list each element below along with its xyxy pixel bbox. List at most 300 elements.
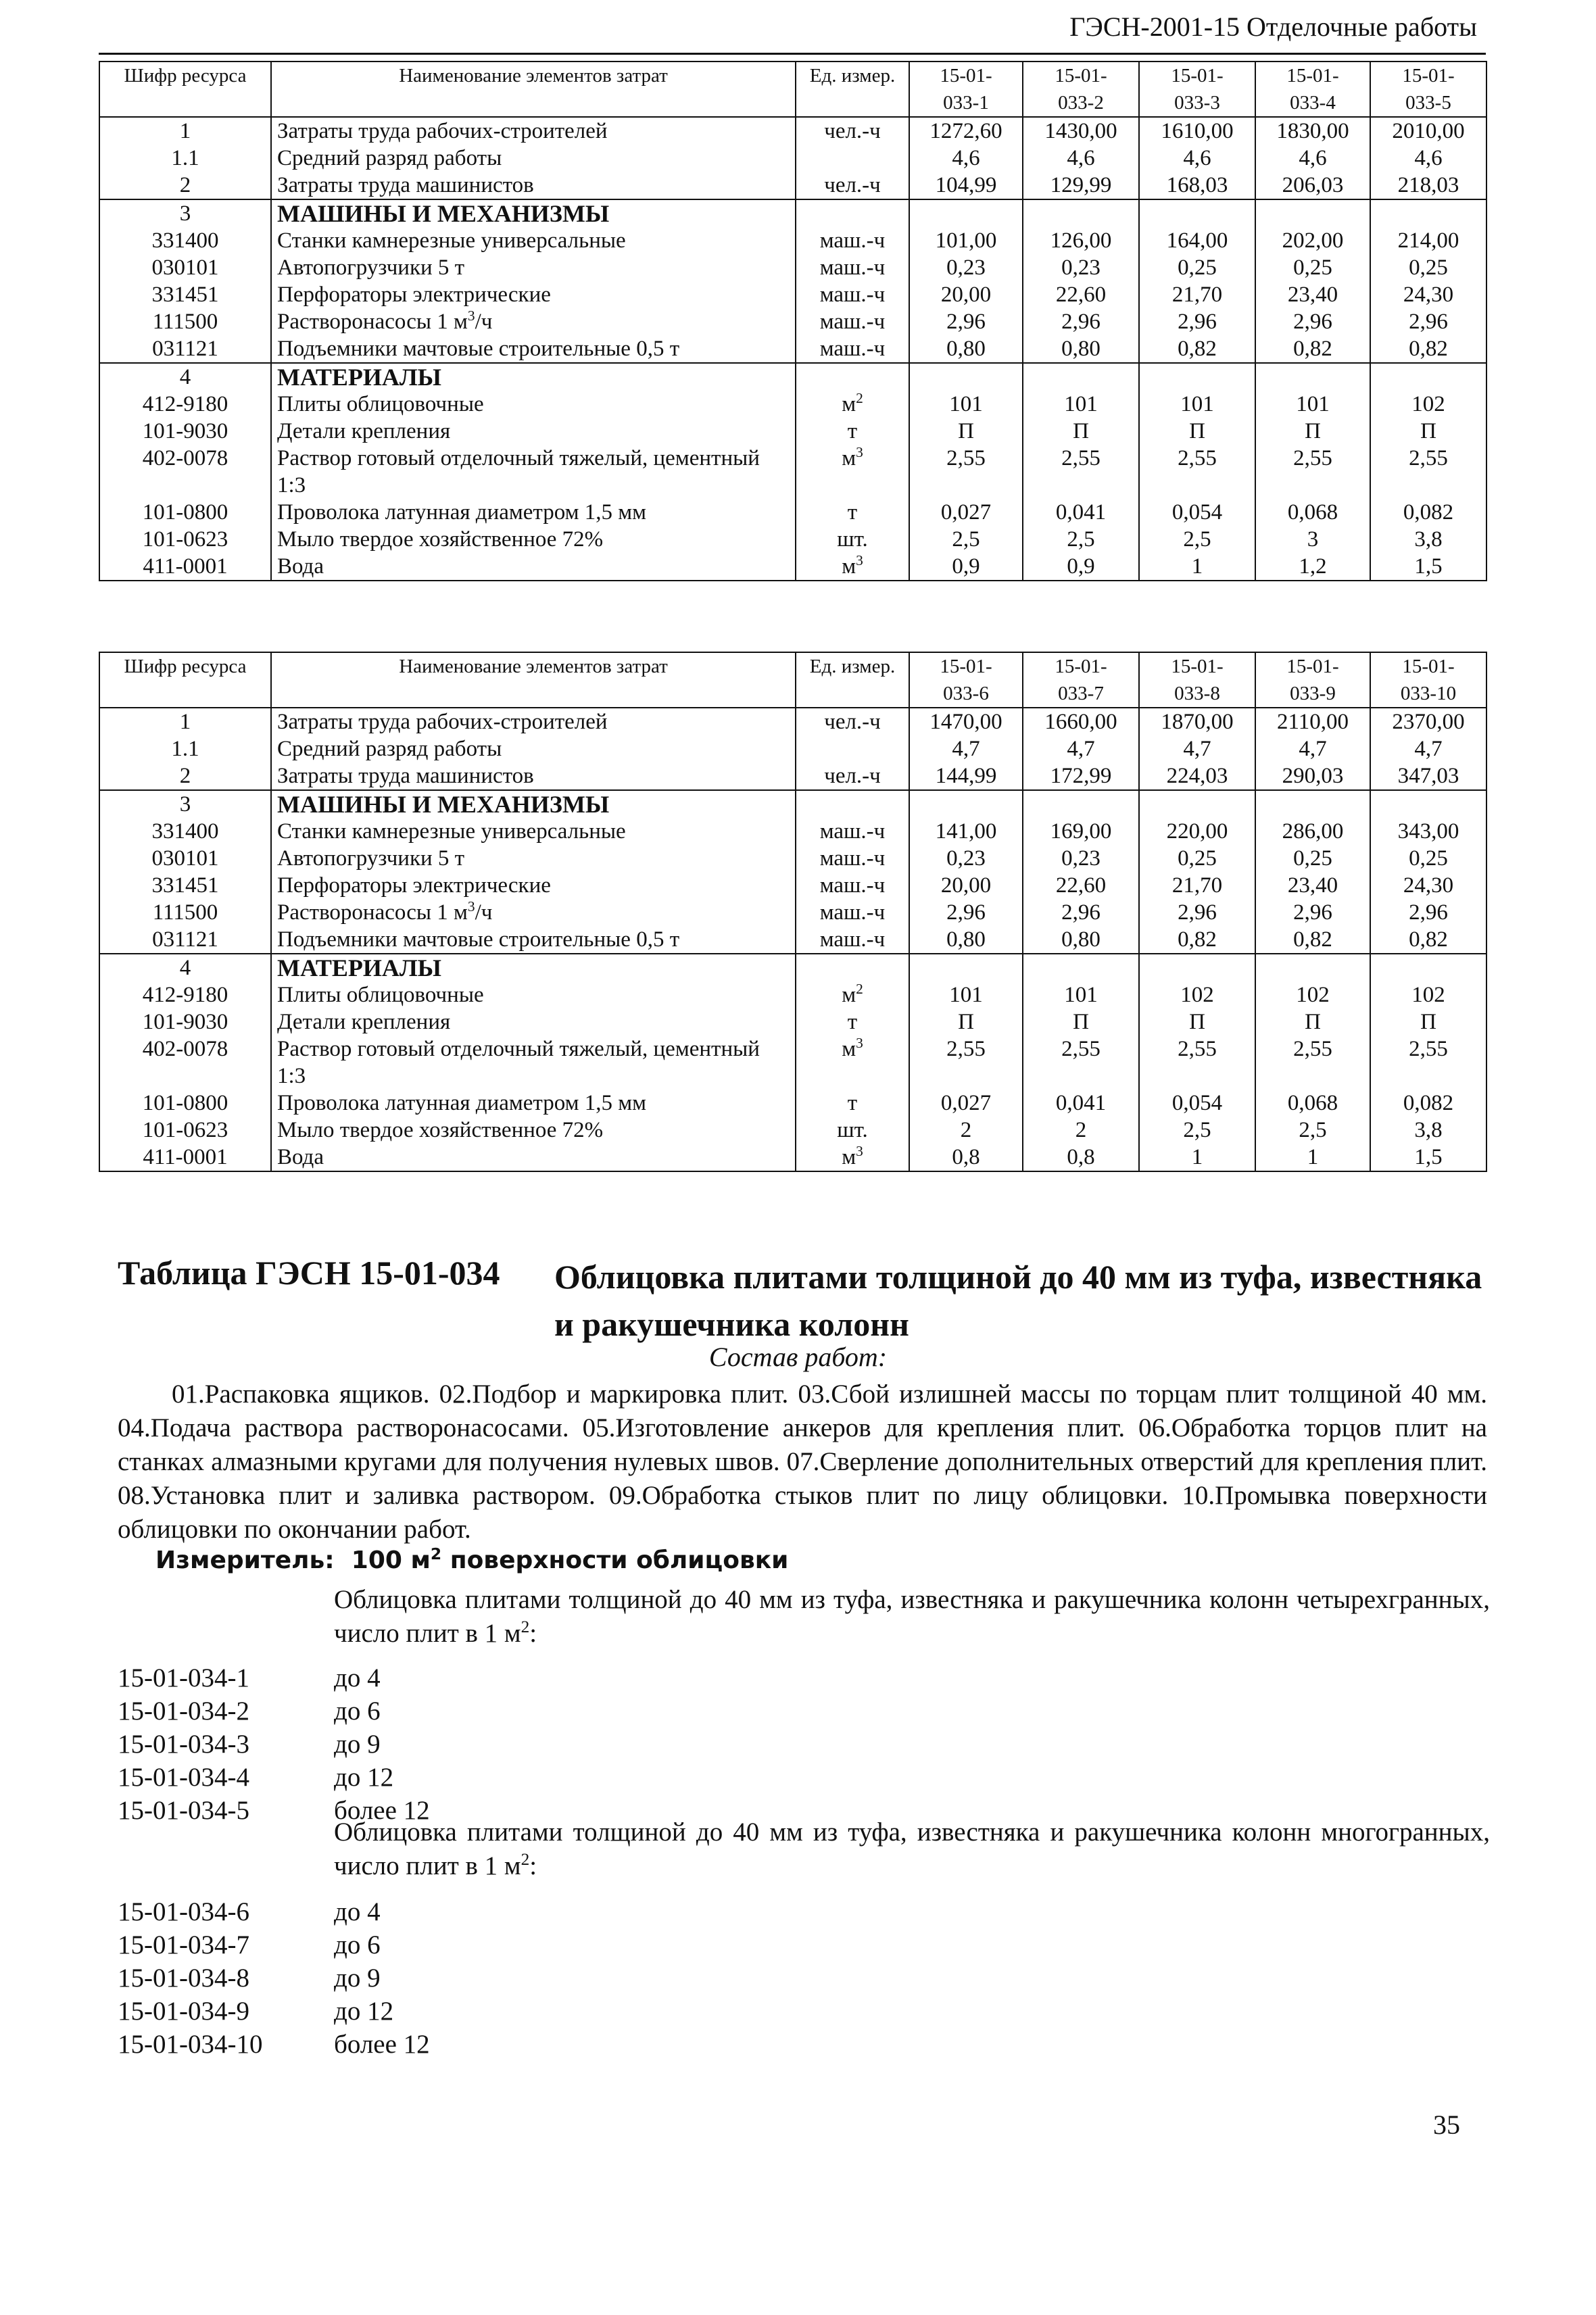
- cell-name-text: Станки камнерезные универсальные: [277, 819, 626, 844]
- cell-value: 0,041: [1023, 1090, 1139, 1117]
- table-row: [99, 199, 1486, 227]
- norm-value: до 12: [334, 1997, 394, 2026]
- measure-sup: 2: [430, 1544, 442, 1563]
- cell-value: 21,70: [1139, 281, 1255, 308]
- header-col-5: 15-01- 033-5: [1370, 62, 1486, 117]
- cell-value: 0,068: [1255, 499, 1370, 526]
- cell-unit-sup: 3: [856, 1035, 863, 1051]
- cell-name: [271, 254, 796, 281]
- cell-value: [1023, 199, 1139, 227]
- norm-code: 15-01-034-8: [118, 1964, 249, 1993]
- cell-unit-text: т: [847, 1010, 858, 1034]
- cell-unit-text: т: [847, 1091, 858, 1115]
- norm-value: до 9: [334, 1730, 381, 1759]
- cell-code: 4: [99, 954, 271, 981]
- cell-name-text: Автопогрузчики 5 т: [277, 255, 465, 280]
- cell-unit-text: маш.-ч: [819, 900, 886, 925]
- table-row: [99, 981, 1486, 1008]
- cell-code: 4: [99, 363, 271, 391]
- cell-value: 2,96: [1139, 308, 1255, 335]
- cell-unit-text: шт.: [837, 1118, 868, 1142]
- cell-value: 0,25: [1255, 845, 1370, 872]
- table-row: [99, 418, 1486, 445]
- group-description-text: Облицовка плитами толщиной до 40 мм из туфа, известняка и ракушечника колонн четырехгранных, число плит в 1 м: [334, 1585, 1490, 1648]
- cell-name-text: Раствор готовый отделочный тяжелый, цементный 1:3: [277, 446, 760, 497]
- cell-value: [1139, 363, 1255, 391]
- table-header-row: [99, 62, 1486, 117]
- cell-value: 0,068: [1255, 1090, 1370, 1117]
- cell-code: 030101: [99, 254, 271, 281]
- cell-value: 1: [1139, 553, 1255, 581]
- cell-value: 4,6: [1370, 145, 1486, 172]
- cell-name-text: Затраты труда рабочих-строителей: [277, 119, 608, 143]
- table-row: [99, 553, 1486, 581]
- table-row: [99, 145, 1486, 172]
- cell-code: 101-9030: [99, 418, 271, 445]
- cell-name: [271, 391, 796, 418]
- cell-value: [1370, 199, 1486, 227]
- cell-name-text: Перфораторы электрические: [277, 283, 551, 307]
- cell-code: 411-0001: [99, 553, 271, 581]
- cell-name-text: Растворонасосы 1 м: [277, 310, 468, 334]
- cell-code: 031121: [99, 926, 271, 954]
- cell-value: 101: [909, 981, 1023, 1008]
- norm-code: 15-01-034-2: [118, 1697, 249, 1726]
- cell-unit: [796, 499, 909, 526]
- cell-name: [271, 872, 796, 899]
- cell-value: 1,5: [1370, 553, 1486, 581]
- cell-unit-text: м: [842, 983, 856, 1007]
- cell-value: 2,96: [909, 308, 1023, 335]
- cell-value: П: [1255, 1008, 1370, 1035]
- cell-unit: [796, 1144, 909, 1171]
- cell-name: [271, 172, 796, 199]
- cell-value: 2110,00: [1255, 708, 1370, 735]
- table-row: [99, 526, 1486, 553]
- cell-name-text: Автопогрузчики 5 т: [277, 846, 465, 871]
- cell-value: 0,25: [1139, 254, 1255, 281]
- cell-name: [271, 926, 796, 954]
- cell-unit-text: м: [842, 1037, 856, 1061]
- cell-unit: [796, 526, 909, 553]
- cell-value: П: [1139, 1008, 1255, 1035]
- cell-name: [271, 1008, 796, 1035]
- norm-code: 15-01-034-9: [118, 1997, 249, 2026]
- cell-value: 0,041: [1023, 499, 1139, 526]
- cell-unit: [796, 872, 909, 899]
- cell-value: 2,55: [1023, 445, 1139, 499]
- cell-name-text: Вода: [277, 554, 324, 579]
- header-col-3: 15-01- 033-3: [1139, 62, 1255, 117]
- cell-value: 2,5: [1139, 1117, 1255, 1144]
- cell-name-sup: 3: [467, 308, 475, 324]
- cell-value: 0,9: [909, 553, 1023, 581]
- cell-value: 4,6: [1139, 145, 1255, 172]
- cell-name: [271, 708, 796, 735]
- table-row: [99, 172, 1486, 199]
- cell-code: 402-0078: [99, 1035, 271, 1090]
- table-row: [99, 735, 1486, 762]
- header-col-5: 15-01- 033-10: [1370, 652, 1486, 708]
- table-caption-title: Облицовка плитами толщиной до 40 мм из туфа, известняка и ракушечника колонн: [554, 1258, 1482, 1343]
- group-description-tail: :: [529, 1851, 537, 1880]
- cell-code: 412-9180: [99, 981, 271, 1008]
- cell-value: 0,23: [909, 254, 1023, 281]
- cell-value: П: [1023, 418, 1139, 445]
- header-col-4: 15-01- 033-9: [1255, 652, 1370, 708]
- cell-value: П: [1370, 418, 1486, 445]
- cell-value: 102: [1139, 981, 1255, 1008]
- cell-name: [271, 845, 796, 872]
- cell-value: 0,80: [909, 335, 1023, 363]
- cell-name-text: Проволока латунная диаметром 1,5 мм: [277, 1091, 647, 1115]
- cell-value: 2,5: [1139, 526, 1255, 553]
- cell-name: [271, 1144, 796, 1171]
- cell-value: 218,03: [1370, 172, 1486, 199]
- cell-code: 331400: [99, 818, 271, 845]
- cell-value: 0,82: [1255, 335, 1370, 363]
- table-row: [99, 790, 1486, 818]
- cell-name: [271, 818, 796, 845]
- cell-value: [909, 363, 1023, 391]
- cell-value: [1023, 954, 1139, 981]
- cell-name-text: МАШИНЫ И МЕХАНИЗМЫ: [277, 200, 610, 227]
- cell-unit: [796, 117, 909, 145]
- cell-value: [1370, 363, 1486, 391]
- norm-code: 15-01-034-10: [118, 2030, 263, 2059]
- cell-value: 24,30: [1370, 872, 1486, 899]
- cell-value: 2,96: [1255, 308, 1370, 335]
- cell-name: [271, 1117, 796, 1144]
- cell-name: [271, 981, 796, 1008]
- cell-value: 0,082: [1370, 1090, 1486, 1117]
- cell-unit-text: т: [847, 419, 858, 443]
- cell-value: 2,96: [1370, 899, 1486, 926]
- cell-value: 2,96: [909, 899, 1023, 926]
- cell-unit-text: маш.-ч: [819, 255, 886, 280]
- norm-code: 15-01-034-4: [118, 1763, 249, 1792]
- cell-code: 030101: [99, 845, 271, 872]
- cell-unit: [796, 281, 909, 308]
- cell-code: 101-9030: [99, 1008, 271, 1035]
- cell-unit: [796, 1117, 909, 1144]
- cell-unit-text: маш.-ч: [819, 873, 886, 898]
- cell-value: 0,23: [909, 845, 1023, 872]
- cell-value: 347,03: [1370, 762, 1486, 790]
- cell-code: 331451: [99, 281, 271, 308]
- cell-value: 1430,00: [1023, 117, 1139, 145]
- cell-name-text: Проволока латунная диаметром 1,5 мм: [277, 500, 647, 525]
- cell-value: 286,00: [1255, 818, 1370, 845]
- table-caption-label: Таблица ГЭСН 15-01-034: [118, 1254, 500, 1292]
- cell-unit: [796, 790, 909, 818]
- cell-value: 202,00: [1255, 227, 1370, 254]
- cell-code: 411-0001: [99, 1144, 271, 1171]
- cell-value: [909, 790, 1023, 818]
- cell-value: 0,82: [1139, 335, 1255, 363]
- cell-value: П: [909, 418, 1023, 445]
- cell-name: [271, 418, 796, 445]
- cell-code: 101-0623: [99, 526, 271, 553]
- table-row: [99, 254, 1486, 281]
- header-unit: Ед. измер.: [796, 62, 909, 117]
- cell-value: 0,80: [1023, 926, 1139, 954]
- cell-value: [1255, 954, 1370, 981]
- table-row: [99, 818, 1486, 845]
- table-row: [99, 1008, 1486, 1035]
- header-col-3: 15-01- 033-8: [1139, 652, 1255, 708]
- cell-unit: [796, 172, 909, 199]
- norm-value: до 4: [334, 1897, 381, 1926]
- cell-unit: [796, 818, 909, 845]
- cell-unit-text: маш.-ч: [819, 819, 886, 844]
- cell-name-text: Детали крепления: [277, 419, 451, 443]
- cell-unit-text: м: [842, 554, 856, 579]
- cell-code: 331400: [99, 227, 271, 254]
- cell-value: 126,00: [1023, 227, 1139, 254]
- cell-unit: [796, 708, 909, 735]
- table-row: [99, 499, 1486, 526]
- cell-value: 2,96: [1023, 308, 1139, 335]
- cell-code: 2: [99, 762, 271, 790]
- table-row: [99, 391, 1486, 418]
- composition-heading: Состав работ:: [708, 1342, 888, 1372]
- cell-code: 1.1: [99, 735, 271, 762]
- cell-unit-text: шт.: [837, 527, 868, 552]
- resource-table-2: [99, 652, 1487, 1172]
- cell-value: 1870,00: [1139, 708, 1255, 735]
- group-description: [334, 1583, 1490, 1651]
- cell-name: [271, 553, 796, 581]
- cell-value: 214,00: [1370, 227, 1486, 254]
- cell-code: 3: [99, 790, 271, 818]
- cell-unit: [796, 926, 909, 954]
- cell-value: 2,96: [1370, 308, 1486, 335]
- cell-value: [1255, 363, 1370, 391]
- cell-value: [1023, 790, 1139, 818]
- cell-name-text: Станки камнерезные универсальные: [277, 228, 626, 253]
- table-row: [99, 117, 1486, 145]
- cell-unit: [796, 418, 909, 445]
- cell-value: 2,55: [1370, 1035, 1486, 1090]
- norm-value: более 12: [334, 1796, 430, 1825]
- cell-value: [1370, 790, 1486, 818]
- cell-value: [1139, 199, 1255, 227]
- cell-unit: [796, 845, 909, 872]
- cell-value: П: [1255, 418, 1370, 445]
- cell-unit: [796, 363, 909, 391]
- table-row: [99, 227, 1486, 254]
- cell-unit: [796, 735, 909, 762]
- table-row: [99, 1035, 1486, 1090]
- table-body: [99, 708, 1486, 1171]
- cell-value: 22,60: [1023, 281, 1139, 308]
- cell-value: 2,55: [909, 1035, 1023, 1090]
- cell-unit-text: маш.-ч: [819, 283, 886, 307]
- cell-name-text: Средний разряд работы: [277, 737, 502, 761]
- cell-value: 0,027: [909, 1090, 1023, 1117]
- cell-name-text: Детали крепления: [277, 1010, 451, 1034]
- measure-label: Измеритель:: [155, 1546, 335, 1574]
- cell-value: 1272,60: [909, 117, 1023, 145]
- cell-value: 141,00: [909, 818, 1023, 845]
- norm-value: до 9: [334, 1964, 381, 1993]
- cell-value: 4,7: [1255, 735, 1370, 762]
- cell-value: 2,55: [1139, 445, 1255, 499]
- cell-value: 104,99: [909, 172, 1023, 199]
- cell-value: 4,6: [1255, 145, 1370, 172]
- cell-unit: [796, 308, 909, 335]
- cell-name: [271, 790, 796, 818]
- cell-unit-sup: 2: [856, 981, 863, 997]
- cell-value: 0,25: [1255, 254, 1370, 281]
- cell-unit-text: маш.-ч: [819, 927, 886, 952]
- cell-value: [909, 199, 1023, 227]
- header-name: Наименование элементов затрат: [271, 62, 796, 117]
- cell-value: 2,96: [1139, 899, 1255, 926]
- cell-name-text: Средний разряд работы: [277, 146, 502, 170]
- cell-code: 1: [99, 708, 271, 735]
- cell-unit-text: чел.-ч: [824, 710, 881, 734]
- cell-value: 2,55: [1255, 1035, 1370, 1090]
- cell-name: [271, 227, 796, 254]
- cell-code: 031121: [99, 335, 271, 363]
- cell-value: 4,7: [909, 735, 1023, 762]
- table-row: [99, 899, 1486, 926]
- norm-code: 15-01-034-6: [118, 1897, 249, 1926]
- cell-unit: [796, 227, 909, 254]
- cell-value: 1610,00: [1139, 117, 1255, 145]
- cell-name-text: Затраты труда машинистов: [277, 764, 534, 788]
- cell-value: 2,55: [909, 445, 1023, 499]
- cell-value: 1: [1255, 1144, 1370, 1171]
- cell-value: 290,03: [1255, 762, 1370, 790]
- cell-value: 0,82: [1255, 926, 1370, 954]
- measure-value: 100 м: [351, 1546, 431, 1574]
- cell-name-tail: /ч: [475, 900, 493, 925]
- cell-unit: [796, 1035, 909, 1090]
- norm-value: до 4: [334, 1663, 381, 1692]
- cell-value: [1139, 954, 1255, 981]
- cell-unit-sup: 3: [856, 553, 863, 568]
- cell-value: 1,2: [1255, 553, 1370, 581]
- cell-value: 0,80: [909, 926, 1023, 954]
- running-header: ГЭСН-2001-15 Отделочные работы: [1069, 11, 1477, 42]
- cell-value: 0,8: [909, 1144, 1023, 1171]
- table-row: [99, 926, 1486, 954]
- cell-name-text: Мыло твердое хозяйственное 72%: [277, 1118, 604, 1142]
- cell-name: [271, 199, 796, 227]
- cell-value: 0,25: [1370, 845, 1486, 872]
- cell-value: 0,82: [1139, 926, 1255, 954]
- cell-unit-sup: 3: [856, 1144, 863, 1159]
- cell-name: [271, 526, 796, 553]
- cell-unit: [796, 981, 909, 1008]
- cell-unit: [796, 199, 909, 227]
- cell-value: 168,03: [1139, 172, 1255, 199]
- cell-value: П: [1139, 418, 1255, 445]
- cell-code: 111500: [99, 899, 271, 926]
- cell-name-text: Подъемники мачтовые строительные 0,5 т: [277, 927, 680, 952]
- cell-value: 101: [1023, 391, 1139, 418]
- cell-value: 0,82: [1370, 926, 1486, 954]
- table-row: [99, 363, 1486, 391]
- cell-code: 1.1: [99, 145, 271, 172]
- cell-name-text: Затраты труда машинистов: [277, 173, 534, 197]
- cell-value: 0,082: [1370, 499, 1486, 526]
- header-name: Наименование элементов затрат: [271, 652, 796, 708]
- table-row: [99, 308, 1486, 335]
- table-row: [99, 281, 1486, 308]
- cell-value: 0,25: [1370, 254, 1486, 281]
- cell-value: 343,00: [1370, 818, 1486, 845]
- header-col-1: 15-01- 033-6: [909, 652, 1023, 708]
- cell-name-tail: /ч: [475, 310, 493, 334]
- cell-name: [271, 1090, 796, 1117]
- cell-unit-text: м: [842, 1145, 856, 1169]
- cell-unit: [796, 445, 909, 499]
- cell-code: 101-0623: [99, 1117, 271, 1144]
- cell-name: [271, 1035, 796, 1090]
- cell-value: 2,5: [1023, 526, 1139, 553]
- cell-unit-text: чел.-ч: [824, 119, 881, 143]
- cell-value: 2370,00: [1370, 708, 1486, 735]
- cell-name-text: Мыло твердое хозяйственное 72%: [277, 527, 604, 552]
- cell-value: 2: [909, 1117, 1023, 1144]
- cell-value: 102: [1370, 391, 1486, 418]
- table-row: [99, 872, 1486, 899]
- table-row: [99, 335, 1486, 363]
- group-description-sup: 2: [521, 1617, 530, 1636]
- cell-name-text: Подъемники мачтовые строительные 0,5 т: [277, 337, 680, 361]
- cell-unit-text: м: [842, 392, 856, 416]
- group-description-text: Облицовка плитами толщиной до 40 мм из туфа, известняка и ракушечника колонн многогранных, число плит в 1 м: [334, 1818, 1490, 1880]
- cell-code: 101-0800: [99, 1090, 271, 1117]
- norm-code: 15-01-034-7: [118, 1930, 249, 1959]
- header-col-2: 15-01- 033-7: [1023, 652, 1139, 708]
- header-rule: [99, 53, 1486, 55]
- cell-value: 0,8: [1023, 1144, 1139, 1171]
- cell-value: 2,55: [1139, 1035, 1255, 1090]
- cell-value: 2,96: [1023, 899, 1139, 926]
- cell-unit-text: маш.-ч: [819, 846, 886, 871]
- cell-name-text: Перфораторы электрические: [277, 873, 551, 898]
- cell-value: 1830,00: [1255, 117, 1370, 145]
- cell-code: 1: [99, 117, 271, 145]
- cell-value: 3: [1255, 526, 1370, 553]
- header-col-1: 15-01- 033-1: [909, 62, 1023, 117]
- cell-value: 0,25: [1139, 845, 1255, 872]
- cell-unit: [796, 254, 909, 281]
- header-col-2: 15-01- 033-2: [1023, 62, 1139, 117]
- cell-value: П: [909, 1008, 1023, 1035]
- cell-name-text: Плиты облицовочные: [277, 392, 484, 416]
- table-row: [99, 954, 1486, 981]
- cell-value: 21,70: [1139, 872, 1255, 899]
- cell-value: 129,99: [1023, 172, 1139, 199]
- page-number: 35: [1433, 2110, 1460, 2140]
- cell-value: 0,80: [1023, 335, 1139, 363]
- cell-value: 0,9: [1023, 553, 1139, 581]
- cell-unit-text: маш.-ч: [819, 228, 886, 253]
- cell-name: [271, 281, 796, 308]
- cell-value: [1255, 790, 1370, 818]
- table-header-row: [99, 652, 1486, 708]
- cell-name: [271, 735, 796, 762]
- cell-value: 164,00: [1139, 227, 1255, 254]
- table-row: [99, 1090, 1486, 1117]
- cell-value: 0,027: [909, 499, 1023, 526]
